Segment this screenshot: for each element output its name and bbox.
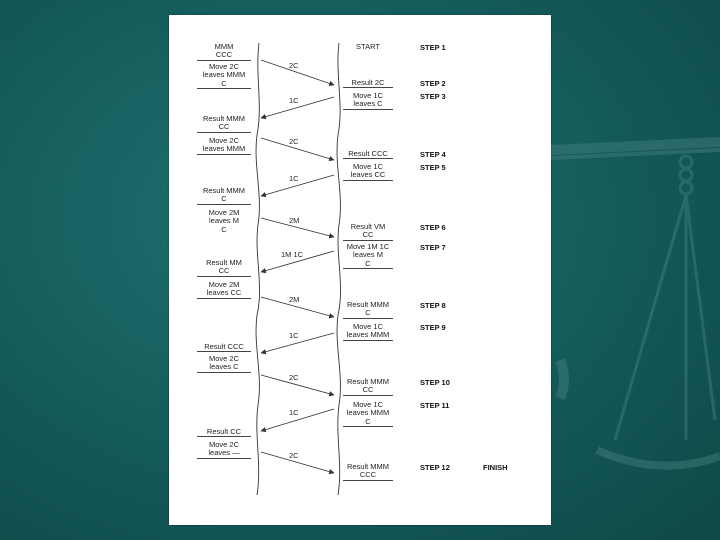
left-bank-state: Result MMM CC bbox=[197, 115, 251, 133]
right-bank-state: Move 1C leaves MMM C bbox=[343, 401, 393, 427]
step-label: STEP 11 bbox=[420, 401, 450, 410]
right-bank-state: Move 1C leaves CC bbox=[343, 163, 393, 181]
left-bank-state: Result CC bbox=[197, 428, 251, 437]
left-bank-state: Result MMM C bbox=[197, 187, 251, 205]
left-bank-line bbox=[256, 43, 260, 495]
left-bank-state: Move 2C leaves — bbox=[197, 441, 251, 459]
left-bank-state: Move 2C leaves C bbox=[197, 355, 251, 373]
left-bank-state: Move 2M leaves CC bbox=[197, 281, 251, 299]
step-label: STEP 5 bbox=[420, 163, 446, 172]
right-bank-state: Move 1M 1C leaves M C bbox=[343, 243, 393, 269]
left-bank-state: Result CCC bbox=[197, 343, 251, 352]
right-bank-state: Result 2C bbox=[343, 79, 393, 88]
right-bank-state: Move 1C leaves C bbox=[343, 92, 393, 110]
right-bank-line bbox=[337, 43, 341, 495]
crossing-label: 2M bbox=[289, 215, 300, 225]
right-bank-state: Result VM CC bbox=[343, 223, 393, 241]
crossing-label: 1C bbox=[289, 95, 299, 105]
crossing-label: 2C bbox=[289, 137, 299, 146]
step-label: STEP 12 bbox=[420, 463, 450, 472]
crossing-label: 1M 1C bbox=[281, 249, 304, 259]
step-label: STEP 6 bbox=[420, 223, 446, 232]
right-bank-state: Result MMM CCC bbox=[343, 463, 393, 481]
crossing-label: 1C bbox=[289, 331, 299, 340]
diagram-page bbox=[169, 15, 551, 525]
step-label: STEP 4 bbox=[420, 150, 446, 159]
crossing-label: 1C bbox=[289, 408, 299, 417]
crossing-label: 1C bbox=[289, 173, 299, 183]
step-label: STEP 7 bbox=[420, 243, 446, 252]
left-bank-state: Move 2M leaves M C bbox=[208, 208, 240, 234]
finish-label: FINISH bbox=[483, 463, 508, 472]
left-bank-state: MMM CCC bbox=[197, 43, 251, 61]
left-bank-state: Result MM CC bbox=[197, 259, 251, 277]
step-label: STEP 8 bbox=[420, 301, 446, 310]
right-bank-state: Result MMM CC bbox=[343, 378, 393, 396]
step-label: STEP 1 bbox=[420, 43, 446, 52]
step-label: STEP 2 bbox=[420, 79, 446, 88]
crossing-label: 2C bbox=[289, 60, 299, 70]
step-label: STEP 9 bbox=[420, 323, 446, 332]
crossing-label: 2C bbox=[289, 450, 299, 460]
step-label: STEP 10 bbox=[420, 378, 450, 387]
crossing-label: 2C bbox=[289, 373, 299, 382]
left-bank-state: Move 2C leaves MMM C bbox=[197, 63, 251, 89]
right-bank-state: Result CCC bbox=[343, 150, 393, 159]
step-label: STEP 3 bbox=[420, 92, 446, 101]
left-bank-state: Move 2C leaves MMM bbox=[197, 137, 251, 155]
right-bank-state: START bbox=[356, 42, 380, 51]
right-bank-state: Result MMM C bbox=[343, 301, 393, 319]
right-bank-state: Move 1C leaves MMM bbox=[343, 323, 393, 341]
crossing-label: 2M bbox=[289, 295, 300, 304]
